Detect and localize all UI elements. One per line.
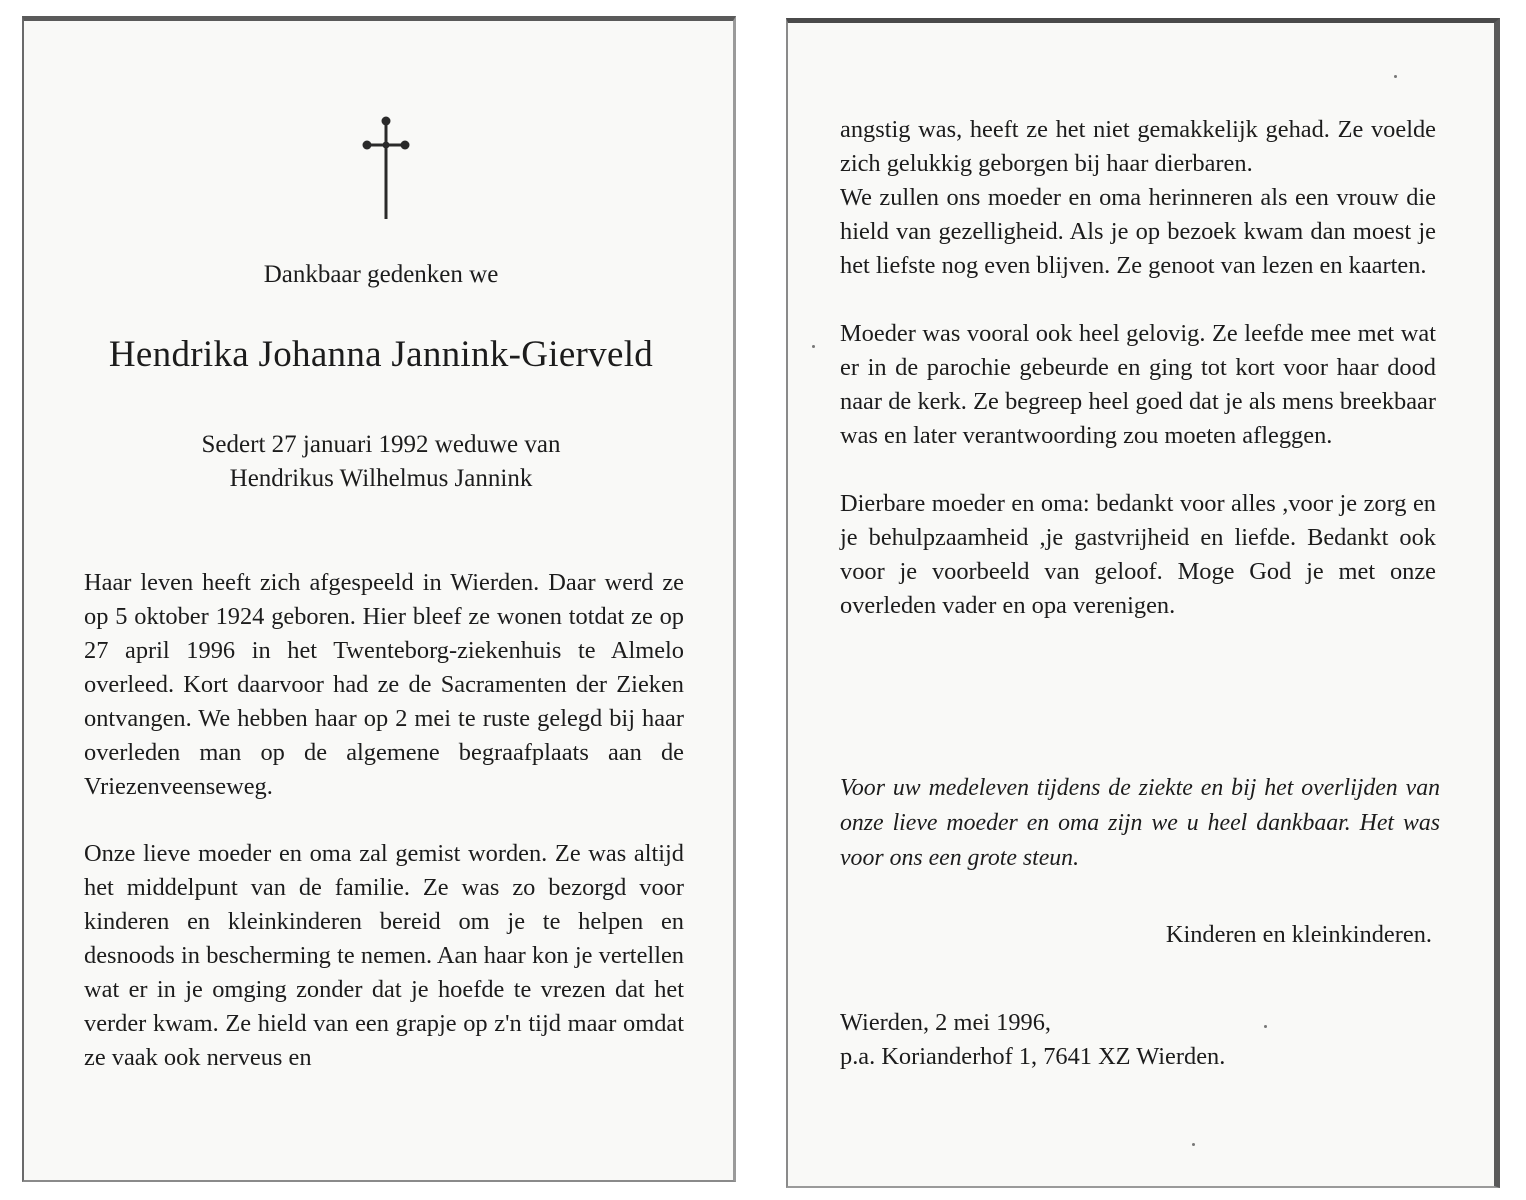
scan-speck: [1264, 1025, 1267, 1028]
memory-paragraph: Onze lieve moeder en oma zal gemist worden. Ze was altijd het middelpunt van de familie. Ze was zo bezorgd voor kinderen en kleinkinderen bereid om je te helpen en desnoods in bescherming te nemen. Aan haar kon je vertellen wat er in je omging zonder dat je hoefde te vrezen dat het verder kwam. Ze hield van een grapje op z'n tijd maar omdat ze vaak ook nerveus en: [84, 840, 684, 1071]
scan-speck: [1394, 75, 1397, 78]
address-line: p.a. Korianderhof 1, 7641 XZ Wierden.: [840, 1043, 1226, 1070]
left-card: [22, 16, 736, 1182]
right-paragraph-3: Moeder was vooral ook heel gelovig. Ze leefde mee met wat er in de parochie gebeurde en ging tot kort voor haar dood naar de kerk. Ze begreep heel goed dat je als mens breekbaar was en later verantwoording zou moeten afleggen.: [840, 320, 1436, 449]
widow-line: Sedert 27 januari 1992 weduwe van: [201, 431, 561, 458]
intro-text: Dankbaar gedenken we: [263, 261, 499, 288]
scan-speck: [812, 345, 815, 348]
deceased-name: Hendrika Johanna Jannink-Gierveld: [108, 334, 654, 375]
right-paragraph-2: We zullen ons moeder en oma herinneren als een vrouw die hield van gezelligheid. Als je op bezoek kwam dan moest je het liefste nog even blijven. Ze genoot van lezen en kaarten.: [840, 184, 1436, 279]
life-paragraph: Haar leven heeft zich afgespeeld in Wierden. Daar werd ze op 5 oktober 1924 geboren. Hier bleef ze wonen totdat ze op 27 april 1996 in het Twenteborg-ziekenhuis te Almelo overleed. Kort daarvoor had ze de Sacramenten der Zieken ontvangen. We hebben haar op 2 mei te ruste gelegd bij haar overleden man op de algemene begraafplaats aan de Vriezenveenseweg.: [84, 569, 684, 800]
place-date: Wierden, 2 mei 1996,: [840, 1009, 1052, 1036]
thanks-note: Voor uw medeleven tijdens de ziekte en bij het overlijden van onze lieve moeder en oma zijn we u heel dankbaar. Het was voor ons een grote steun.: [840, 775, 1440, 871]
right-card: [786, 18, 1500, 1188]
husband-name: Hendrikus Wilhelmus Jannink: [229, 465, 533, 492]
right-paragraph-1: angstig was, heeft ze het niet gemakkelijk gehad. Ze voelde zich gelukkig geborgen bij haar dierbaren.: [840, 116, 1436, 177]
signature-line: Kinderen en kleinkinderen.: [1165, 921, 1432, 948]
scan-speck: [1192, 1143, 1195, 1146]
right-paragraph-4: Dierbare moeder en oma: bedankt voor alles ,voor je zorg en je behulpzaamheid ,je gastvrijheid en liefde. Bedankt ook voor je voorbeeld van geloof. Moge God je met onze overleden vader en opa verenigen.: [840, 490, 1436, 619]
cross-icon: [362, 115, 410, 223]
